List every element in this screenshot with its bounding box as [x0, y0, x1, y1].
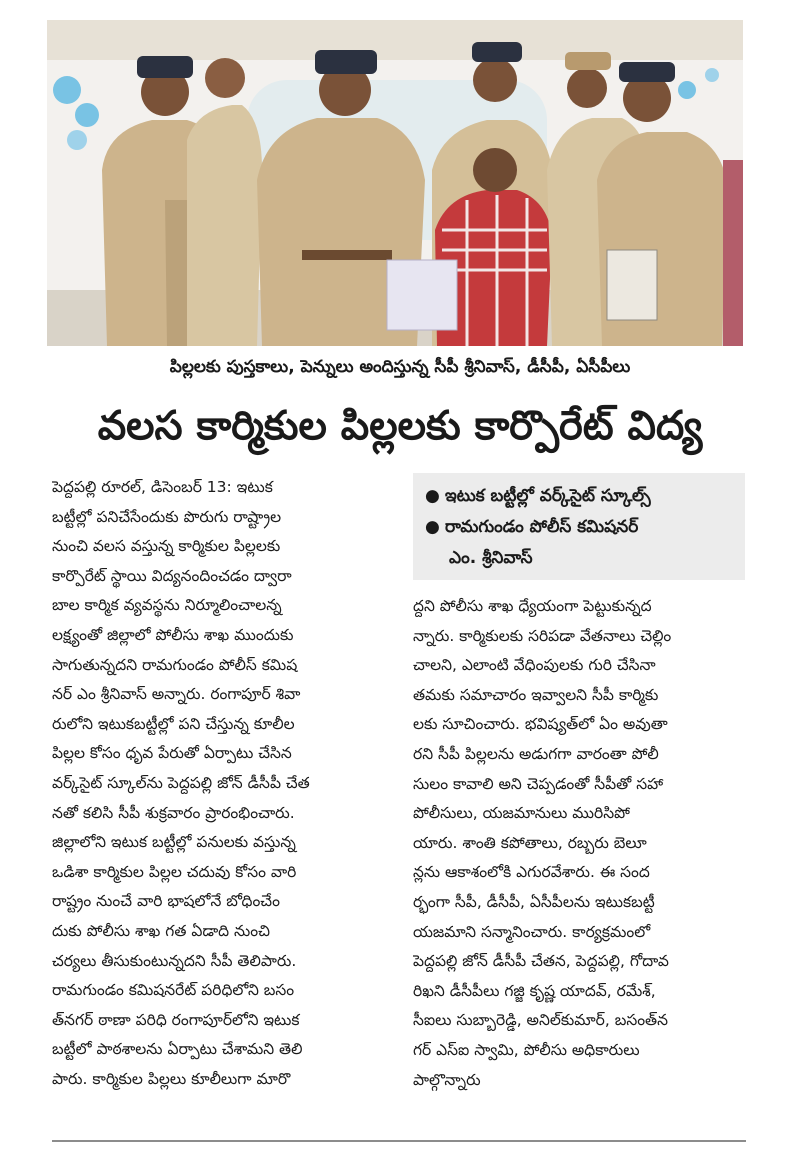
- body-line: బాల కార్మిక వ్యవస్థను నిర్మూలించాలన్న: [52, 596, 282, 615]
- highlight-text: ఇటుక బట్టీల్లో వర్క్‌సైట్ స్కూల్స్: [445, 486, 651, 506]
- body-line: వర్క్‌సైట్ స్కూల్‌ను పెద్దపల్లి జోన్ డీసీపీ చేత: [52, 773, 310, 792]
- body-line: పాల్గొన్నారు: [413, 1070, 481, 1089]
- bullet-icon: ●: [425, 517, 440, 537]
- highlight-text: రామగుండం పోలీస్ కమిషనర్: [445, 517, 639, 537]
- body-line: పిల్లల కోసం ధృవ పేరుతో ఏర్పాటు చేసిన: [52, 744, 292, 763]
- body-line: నర్ ఎం శ్రీనివాస్ అన్నారు. రంగాపూర్ శివా: [52, 685, 301, 704]
- article-column-right: [413, 473, 745, 1095]
- body-line: పెద్దపల్లి రూరల్, డిసెంబర్ 13: ఇటుక: [52, 478, 273, 496]
- highlight-item: [425, 512, 739, 543]
- article-column-left: [52, 473, 404, 1094]
- body-line: సులం కావాలి అని చెప్పడంతో సీపీతో సహా: [413, 774, 664, 793]
- body-line: రామగుండం కమిషనరేట్ పరిధిలోని బసం: [52, 981, 295, 1000]
- body-line: నతో కలిసి సీపీ శుక్రవారం ప్రారంభించారు.: [52, 803, 295, 822]
- body-line: నుంచి వలస వస్తున్న కార్మికుల పిల్లలకు: [52, 537, 281, 556]
- body-line: దుకు పోలీసు శాఖ గత ఏడాది నుంచి: [52, 921, 270, 940]
- body-line: పోలీసులు, యజమానులు మురిసిపో: [413, 804, 630, 823]
- bullet-icon: ●: [425, 486, 440, 506]
- highlight-item: [425, 481, 739, 512]
- body-line: రాష్ట్రం నుంచే వారి భాషలోనే బోధించేం: [52, 892, 280, 911]
- body-line: న్లను ఆకాశంలోకి ఎగురవేశారు. ఈ సంద: [413, 863, 650, 882]
- news-photo: [47, 20, 743, 346]
- body-line: గర్ ఎస్ఐ స్వామి, పోలీసు అధికారులు: [413, 1040, 640, 1059]
- body-line: జిల్లాలోని ఇటుక బట్టీల్లో పనులకు వస్తున్న: [52, 833, 296, 852]
- body-line: రులోని ఇటుకబట్టీల్లో పని చేస్తున్న కూలీల: [52, 714, 295, 733]
- body-line: పెద్దపల్లి జోన్ డీసీపీ చేతన, పెద్దపల్లి, గోదావ: [413, 952, 669, 971]
- body-line: న్నారు. కార్మికులకు సరిపడా వేతనాలు చెల్లిం: [413, 626, 672, 645]
- body-line: తమకు సమాచారం ఇవ్వాలని సీపీ కార్మికు: [413, 685, 659, 704]
- body-line: బట్టీలో పాఠశాలను ఏర్పాటు చేశామని తెలి: [52, 1040, 303, 1059]
- body-line: త్‌నగర్ ఠాణా పరిధి రంగాపూర్‌లోని ఇటుక: [52, 1010, 300, 1029]
- body-line: కార్పొరేట్ స్థాయి విద్యనందించడం ద్వారా: [52, 566, 292, 585]
- body-line: యజమాని సన్మానించారు. కార్యక్రమంలో: [413, 922, 651, 941]
- highlight-text-continued: ఎం. శ్రీనివాస్: [449, 548, 533, 568]
- body-line: సీఐలు సుబ్బారెడ్డి, అనిల్‌కుమార్, బసంత్‌న: [413, 1011, 668, 1030]
- body-line: యారు. శాంతి కపోతాలు, రబ్బరు బెలూ: [413, 833, 647, 852]
- body-line: లక్ష్యంతో జిల్లాలో పోలీసు శాఖ ముందుకు: [52, 625, 294, 644]
- body-line: లకు సూచించారు. భవిష్యత్‌లో ఏం అవుతా: [413, 715, 668, 734]
- highlights-box: [413, 473, 745, 580]
- body-line: పారు. కార్మికుల పిల్లలు కూలీలుగా మారొ: [52, 1069, 291, 1088]
- body-line: బట్టీల్లో పనిచేసేందుకు పొరుగు రాష్ట్రాల: [52, 507, 282, 526]
- photo-caption: పిల్లలకు పుస్తకాలు, పెన్నులు అందిస్తున్న సీపీ శ్రీనివాస్, డీసీపీ, ఏసీపీలు: [169, 357, 631, 377]
- body-line: చాలని, ఎలాంటి వేధింపులకు గురి చేసినా: [413, 656, 656, 675]
- bottom-divider: [52, 1140, 746, 1142]
- article-headline: వలస కార్మికుల పిల్లలకు కార్పొరేట్ విద్య: [97, 403, 703, 449]
- body-line: ద్దని పోలీసు శాఖ ధ్యేయంగా పెట్టుకున్నద: [413, 597, 652, 615]
- body-line: చర్యలు తీసుకుంటున్నదని సీపీ తెలిపారు.: [52, 951, 297, 970]
- body-line: రని సీపీ పిల్లలను అడుగగా వారంతా పోలీ: [413, 744, 659, 763]
- body-line: ఒడిశా కార్మికుల పిల్లల చదువు కోసం వారి: [52, 862, 297, 881]
- body-line: ర్భంగా సీపీ, డీసీపీ, ఏసీపీలను ఇటుకబట్టీ: [413, 892, 655, 911]
- news-photo-illustration: [47, 20, 743, 346]
- body-line: సాగుతున్నదని రామగుండం పోలీస్ కమిష: [52, 655, 298, 674]
- body-line: రిఖని డీసీపీలు గజ్జి కృష్ణ యాదవ్, రమేశ్,: [413, 981, 656, 1000]
